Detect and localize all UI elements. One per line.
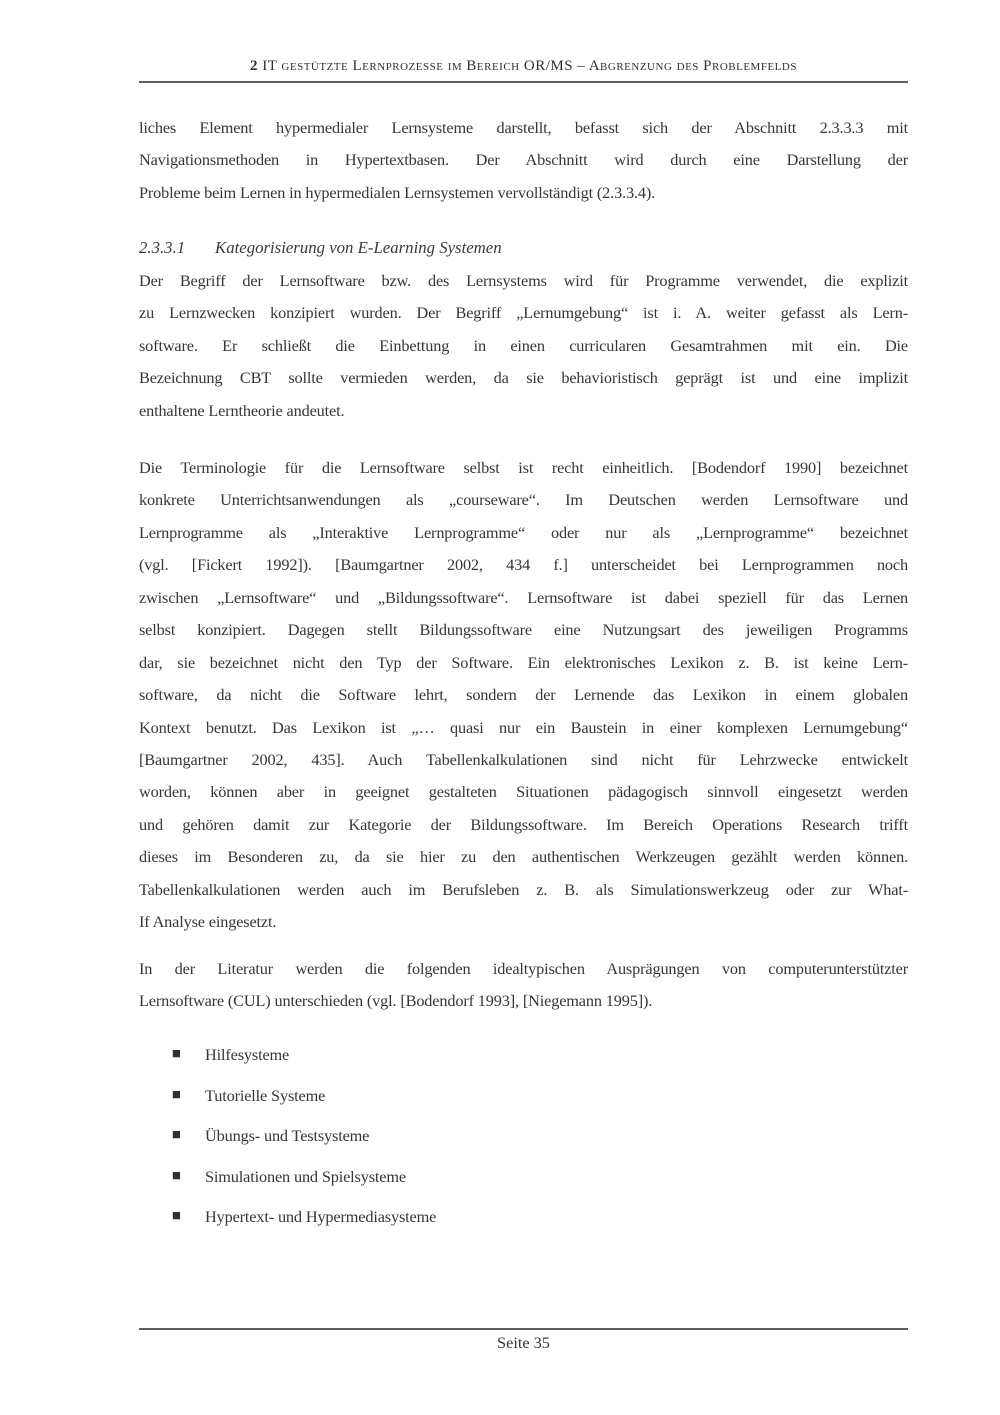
list-item-label: Hilfesysteme [205,1045,290,1064]
section-number: 2.3.3.1 [139,238,186,257]
list-item [139,1086,908,1127]
bullet-square-icon: ■ [172,1048,181,1059]
text-line: dieses im Besonderen zu, da sie hier zu den authentischen Werkzeugen gezählt werden können. [139,847,908,867]
text-line: zwischen „Lernsoftware“ und „Bildungssoftware“. Lernsoftware ist dabei speziell für das Lernen [139,587,908,607]
paragraph-intro [139,112,908,209]
text-line: enthaltene Lerntheorie andeutet. [139,400,345,420]
text-line: Tabellenkalkulationen werden auch im Berufsleben z. B. als Simulationswerkzeug oder zur What- [139,879,908,899]
bullet-square-icon: ■ [172,1169,181,1181]
text-line: Lernprogramme als „Interaktive Lernprogramme“ oder nur als „Lernprogramme“ bezeichnet [139,522,908,542]
text-line: (vgl. [Fickert 1992]). [Baumgartner 2002, 434 f.] unterscheidet bei Lernprogrammen noch [139,555,908,575]
text-line: dar, sie bezeichnet nicht den Typ der Software. Ein elektronisches Lexikon z. B. ist keine Lern- [139,652,908,672]
section-heading [139,232,908,264]
text-line: software. Er schließt die Einbettung in einen curricularen Gesamtrahmen mit ein. Die [139,335,908,355]
bullet-list [139,1045,908,1248]
text-line: Bezeichnung CBT sollte vermieden werden, da sie behavioristisch geprägt ist und eine implizit [139,368,908,388]
text-line: Kontext benutzt. Das Lexikon ist „… quasi nur ein Baustein in einer komplexen Lernumgebung“ [139,717,908,737]
paragraph-literatur [139,953,908,1018]
text-line: konkrete Unterrichtsanwendungen als „courseware“. Im Deutschen werden Lernsoftware und [139,490,908,510]
bullet-square-icon: ■ [172,1210,181,1222]
text-line: software, da nicht die Software lehrt, sondern der Lernende das Lexikon in einem globalen [139,685,908,705]
list-item-label: Simulationen und Spielsysteme [205,1166,406,1186]
bullet-square-icon: ■ [172,1088,181,1100]
header-chapter-number: 2 [250,58,259,74]
list-item-label: Übungs- und Testsysteme [205,1126,370,1146]
list-item [139,1126,908,1167]
section-title: Kategorisierung von E-Learning Systemen [215,238,502,257]
text-line: selbst konzipiert. Dagegen stellt Bildungssoftware eine Nutzungsart des jeweiligen Programms [139,620,908,640]
text-line: zu Lernzwecken konzipiert wurden. Der Begriff „Lernumgebung“ ist i. A. weiter gefasst als Lern- [139,303,908,323]
text-line: Probleme beim Lernen in hypermedialen Lernsystemen vervollständigt (2.3.3.4). [139,182,656,202]
list-item-label: Hypertext- und Hypermediasysteme [205,1207,437,1227]
text-line: Navigationsmethoden in Hypertextbasen. Der Abschnitt wird durch eine Darstellung der [139,150,908,170]
text-line: liches Element hypermedialer Lernsysteme darstellt, befasst sich der Abschnitt 2.3.3.3 mit [139,118,908,137]
list-item [139,1045,908,1086]
text-line: If Analyse eingesetzt. [139,912,277,932]
text-line: [Baumgartner 2002, 435]. Auch Tabellenkalkulationen sind nicht für Lehrzwecke entwickelt [139,749,908,769]
page-header [139,54,908,83]
text-line: Der Begriff der Lernsoftware bzw. des Lernsystems wird für Programme verwendet, die explizit [139,271,908,290]
footer-rule [139,1328,908,1330]
paragraph-terminologie [139,452,908,939]
text-line: Die Terminologie für die Lernsoftware selbst ist recht einheitlich. [Bodendorf 1990] bezeichnet [139,458,908,477]
list-item [139,1207,908,1248]
page-number: Seite 35 [497,1333,550,1352]
bullet-square-icon: ■ [172,1129,181,1141]
text-line: In der Literatur werden die folgenden idealtypischen Ausprägungen von computerunterstützter [139,959,908,978]
text-line: worden, können aber in geeignet gestalteten Situationen pädagogisch sinnvoll eingesetzt werden [139,782,908,802]
text-line: und gehören damit zur Kategorie der Bildungssoftware. Im Bereich Operations Research trifft [139,814,908,834]
list-item [139,1167,908,1208]
list-item-label: Tutorielle Systeme [205,1085,326,1105]
text-line: Lernsoftware (CUL) unterschieden (vgl. [Bodendorf 1993], [Niegemann 1995]). [139,991,653,1011]
paragraph-begriff [139,265,908,427]
header-title: IT gestützte Lernprozesse im Bereich OR/MS – Abgrenzung des Problemfelds [258,58,797,74]
